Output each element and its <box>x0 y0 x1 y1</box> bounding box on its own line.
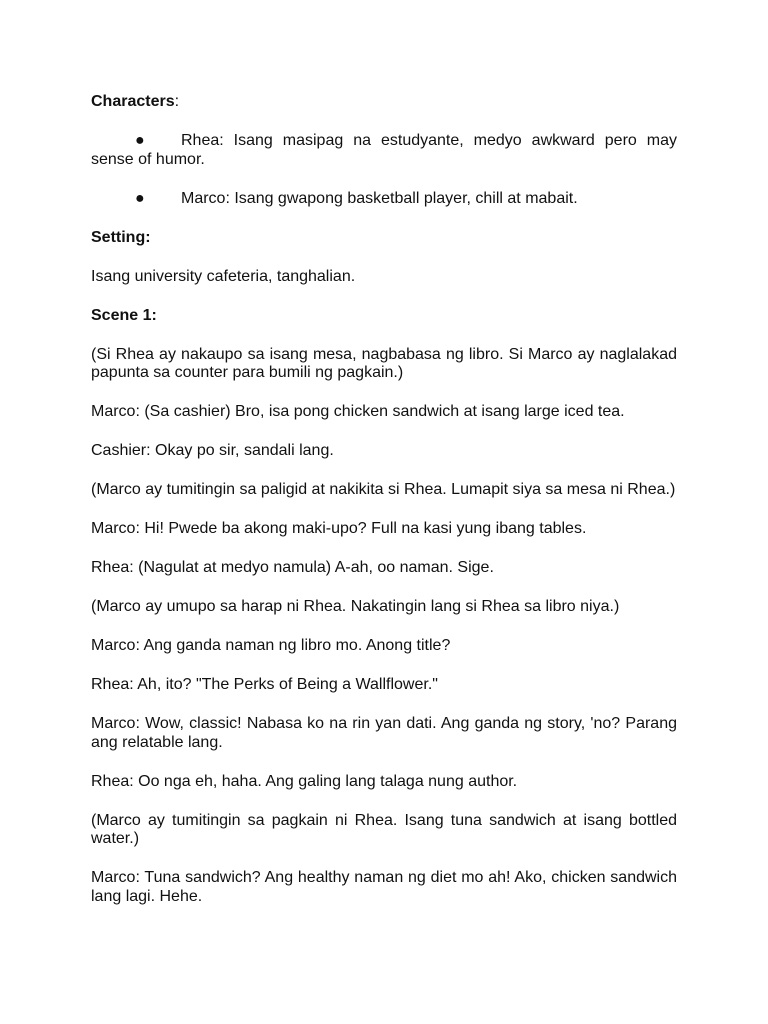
scene-line: Marco: Tuna sandwich? Ang healthy naman ng diet mo ah! Ako, chicken sandwich lang lagi. Hehe. <box>91 869 677 905</box>
scene-heading: Scene 1: <box>91 306 157 324</box>
scene-line: (Marco ay tumitingin sa paligid at nakikita si Rhea. Lumapit siya sa mesa ni Rhea.) <box>91 481 676 498</box>
characters-colon: : <box>174 93 180 110</box>
characters-heading <box>91 93 677 112</box>
scene-line: Rhea: Oo nga eh, haha. Ang galing lang talaga nung author. <box>91 772 518 790</box>
scene-line: Marco: Hi! Pwede ba akong maki-upo? Full na kasi yung ibang tables. <box>91 520 587 537</box>
scene-line: Marco: (Sa cashier) Bro, isa pong chicken sandwich at isang large iced tea. <box>91 403 625 420</box>
scene-line: (Marco ay umupo sa harap ni Rhea. Nakatingin lang si Rhea sa libro niya.) <box>91 598 620 615</box>
character-description: Marco: Isang gwapong basketball player, chill at mabait. <box>181 189 578 207</box>
scene-line: Rhea: Ah, ito? "The Perks of Being a Wallflower." <box>91 676 438 693</box>
scene-line: Marco: Ang ganda naman ng libro mo. Anong title? <box>91 637 451 654</box>
scene-line: Marco: Wow, classic! Nabasa ko na rin yan dati. Ang ganda ng story, 'no? Parang ang relatable lang. <box>91 715 677 751</box>
setting-text: Isang university cafeteria, tanghalian. <box>91 267 356 285</box>
bullet-icon: ● <box>135 132 145 149</box>
character-description: Rhea: Isang masipag na estudyante, medyo awkward pero may sense of humor. <box>91 132 677 168</box>
scene-line: (Si Rhea ay nakaupo sa isang mesa, nagbabasa ng libro. Si Marco ay naglalakad papunta sa counter para bumili ng pagkain.) <box>91 345 677 381</box>
scene-line: Cashier: Okay po sir, sandali lang. <box>91 442 334 459</box>
scene-line: (Marco ay tumitingin sa pagkain ni Rhea. Isang tuna sandwich at isang bottled water.) <box>91 811 677 847</box>
character-item-marco <box>91 190 677 209</box>
setting-heading: Setting: <box>91 228 151 246</box>
characters-label: Characters <box>91 93 175 110</box>
character-item-rhea <box>91 132 677 169</box>
scene-line: Rhea: (Nagulat at medyo namula) A-ah, oo naman. Sige. <box>91 559 494 576</box>
bullet-icon: ● <box>135 189 145 207</box>
document-page <box>91 93 677 927</box>
